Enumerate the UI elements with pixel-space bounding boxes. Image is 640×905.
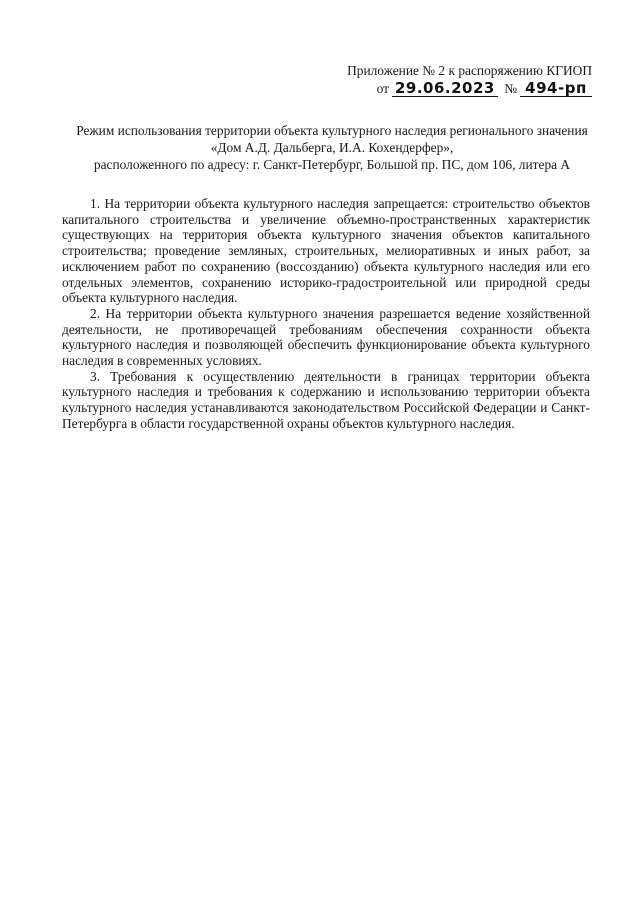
appendix-label: Приложение № 2 к распоряжению КГИОП bbox=[347, 63, 592, 78]
handwritten-number: 494-рп bbox=[520, 81, 592, 97]
paragraph-1: 1. На территории объекта культурного наследия запрещается: строительство объектов капитального строительства и увеличение объемно-пространственных характеристик существующих на территория объекта культурного значения объектов капитального строительства; проведение земляных, строительных, мелиоративных и иных работ, за исключением работ по сохранению (воссозданию) объекта культурного наследия или его отдельных элементов, сохранению историко-градостроительной или природной среды объекта культурного наследия. bbox=[62, 196, 590, 306]
number-prefix: № bbox=[504, 81, 517, 96]
paragraph-3: 3. Требования к осуществлению деятельности в границах территории объекта культурного наследия и требования к содержанию и использованию территории объекта культурного наследия устанавливаются законодательством Российской Федерации и Санкт-Петербурга в области государственной охраны объектов культурного наследия. bbox=[62, 368, 590, 431]
date-prefix: от bbox=[376, 81, 389, 96]
handwritten-date: 29.06.2023 bbox=[392, 81, 498, 97]
title-line-2: «Дом А.Д. Дальберга, И.А. Кохендерфер», bbox=[210, 140, 454, 155]
order-reference bbox=[347, 80, 592, 97]
document-body bbox=[62, 196, 590, 432]
title-line-1: Режим использования территории объекта культурного наследия регионального значения bbox=[76, 123, 588, 138]
paragraph-2: 2. На территории объекта культурного значения разрешается ведение хозяйственной деятельности, не противоречащей требованиям обеспечения сохранности объекта культурного наследия и позволяющей обеспечить функционирование объекта культурного наследия в современных условиях. bbox=[62, 305, 590, 369]
appendix-header bbox=[347, 62, 592, 97]
document-title bbox=[62, 122, 602, 173]
title-line-3: расположенного по адресу: г. Санкт-Петербург, Большой пр. ПС, дом 106, литера А bbox=[93, 157, 571, 172]
